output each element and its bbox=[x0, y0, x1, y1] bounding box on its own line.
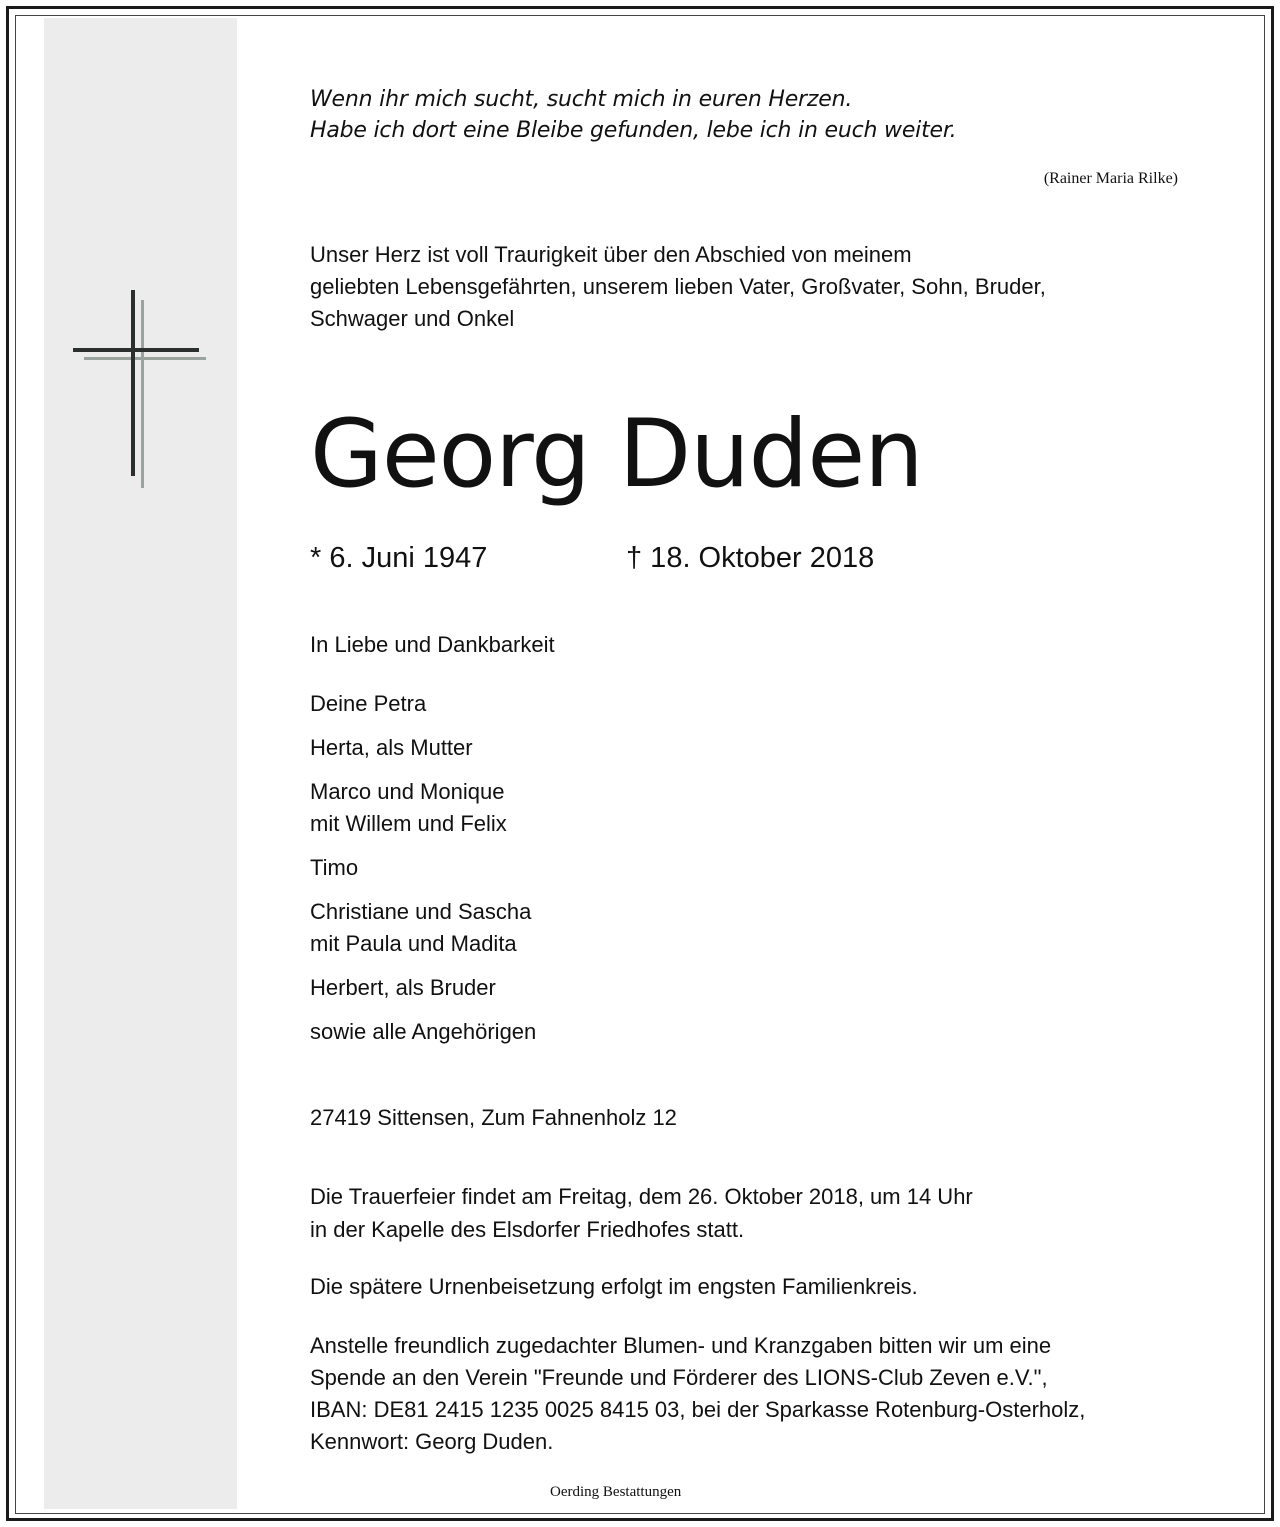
mourner-line: mit Willem und Felix bbox=[310, 811, 507, 836]
donation-line: Anstelle freundlich zugedachter Blumen- und Kranzgaben bitten wir um eine bbox=[310, 1333, 1052, 1358]
mourner-entry bbox=[310, 1016, 536, 1048]
urn-info: Die spätere Urnenbeisetzung erfolgt im engsten Familienkreis. bbox=[310, 1274, 918, 1299]
deceased-name: Georg Duden bbox=[310, 400, 923, 509]
funeral-home: Oerding Bestattungen bbox=[550, 1484, 682, 1500]
motto-line: Habe ich dort eine Bleibe gefunden, lebe ich in euch weiter. bbox=[310, 118, 957, 143]
cross-icon bbox=[70, 286, 210, 492]
motto-quote bbox=[310, 84, 956, 146]
mourner-entry bbox=[310, 852, 536, 884]
mourner-line: Herbert, als Bruder bbox=[310, 975, 496, 1000]
quote-author: (Rainer Maria Rilke) bbox=[1043, 170, 1178, 187]
mourner-entry bbox=[310, 688, 536, 720]
donation-info bbox=[310, 1330, 1085, 1458]
greeting: In Liebe und Dankbarkeit bbox=[310, 632, 555, 657]
mourner-line: Marco und Monique bbox=[310, 779, 505, 804]
donation-line: Kennwort: Georg Duden. bbox=[310, 1429, 554, 1454]
intro-line: Unser Herz ist voll Traurigkeit über den Abschied von meinem bbox=[310, 242, 912, 267]
mourner-entry bbox=[310, 732, 536, 764]
mourner-line: Christiane und Sascha bbox=[310, 899, 532, 924]
ceremony-line: Die Trauerfeier findet am Freitag, dem 26. Oktober 2018, um 14 Uhr bbox=[310, 1184, 973, 1209]
side-strip bbox=[44, 18, 237, 1509]
mourner-entry bbox=[310, 972, 536, 1004]
mourner-line: Timo bbox=[310, 855, 359, 880]
address: 27419 Sittensen, Zum Fahnenholz 12 bbox=[310, 1105, 677, 1130]
mourner-entry bbox=[310, 896, 536, 960]
mourner-entry bbox=[310, 776, 536, 840]
intro-line: geliebten Lebensgefährten, unserem lieben Vater, Großvater, Sohn, Bruder, bbox=[310, 274, 1046, 299]
mourner-line: Deine Petra bbox=[310, 691, 427, 716]
ceremony-line: in der Kapelle des Elsdorfer Friedhofes statt. bbox=[310, 1217, 745, 1242]
mourners-list bbox=[310, 688, 536, 1060]
ceremony-info bbox=[310, 1180, 973, 1246]
mourner-line: sowie alle Angehörigen bbox=[310, 1019, 537, 1044]
mourner-line: Herta, als Mutter bbox=[310, 735, 473, 760]
donation-line: Spende an den Verein "Freunde und Förderer des LIONS-Club Zeven e.V.", bbox=[310, 1365, 1048, 1390]
birth-date: * 6. Juni 1947 bbox=[310, 542, 488, 574]
motto-line: Wenn ihr mich sucht, sucht mich in euren Herzen. bbox=[310, 87, 853, 112]
death-date: † 18. Oktober 2018 bbox=[626, 542, 875, 574]
mourner-line: mit Paula und Madita bbox=[310, 931, 517, 956]
intro-line: Schwager und Onkel bbox=[310, 306, 515, 331]
donation-line: IBAN: DE81 2415 1235 0025 8415 03, bei der Sparkasse Rotenburg-Osterholz, bbox=[310, 1397, 1086, 1422]
intro-text bbox=[310, 239, 1046, 335]
